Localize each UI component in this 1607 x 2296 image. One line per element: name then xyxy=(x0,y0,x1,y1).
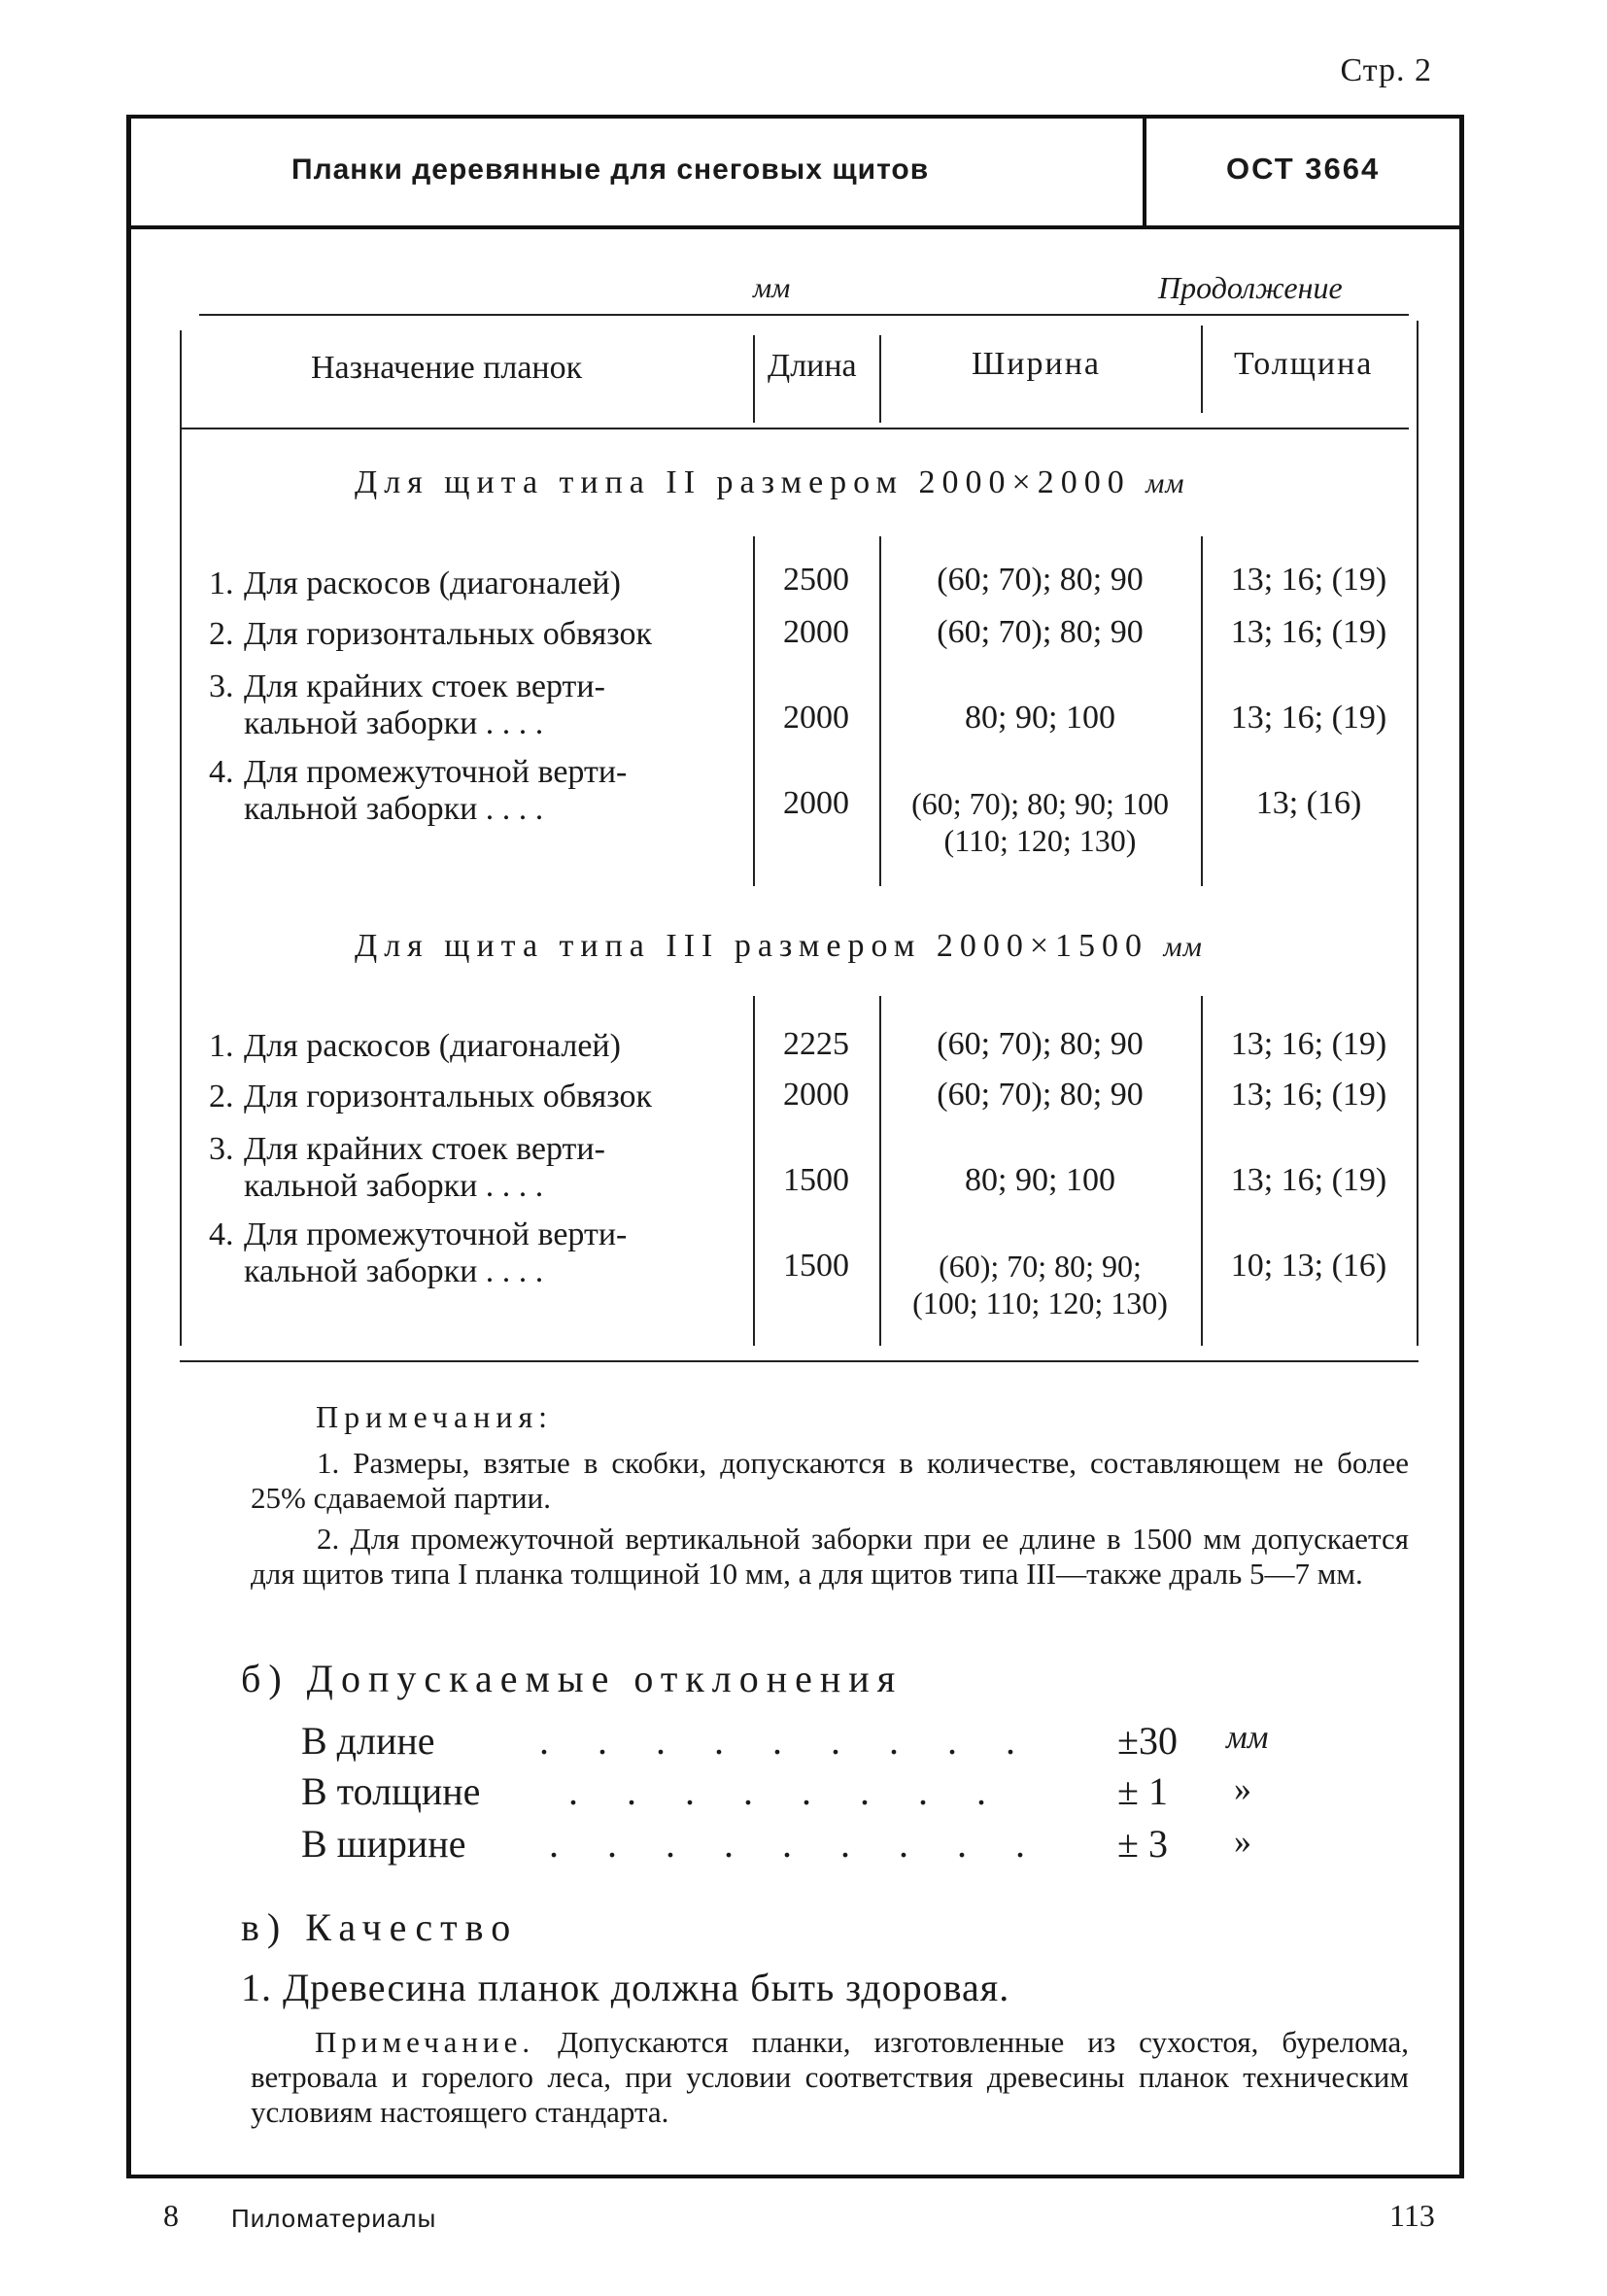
frame-right-rule xyxy=(1459,115,1464,2176)
cell-width: (60; 70); 80; 90 xyxy=(937,1026,1144,1062)
cell-length: 2000 xyxy=(783,785,849,821)
row-number: 3. xyxy=(209,668,234,704)
cell-width: (60; 70); 80; 90 xyxy=(937,1077,1144,1113)
table-row xyxy=(209,565,734,602)
table-left-rule xyxy=(180,330,182,1346)
deviation-unit: » xyxy=(1234,1822,1251,1861)
cell-width: 80; 90; 100 xyxy=(965,700,1115,736)
cell-thickness: 13; 16; (19) xyxy=(1230,1026,1387,1062)
row-purpose: Для раскосов (диагоналей) xyxy=(244,1028,621,1064)
cell-thickness: 13; 16; (19) xyxy=(1230,1077,1387,1113)
deviation-label: В толщине xyxy=(301,1769,481,1813)
column-header-thickness: Толщина xyxy=(1234,346,1374,382)
row-purpose: Для крайних стоек верти- xyxy=(244,1131,605,1167)
frame-bottom-rule xyxy=(126,2175,1464,2178)
column-header-length: Длина xyxy=(768,348,857,384)
cell-thickness: 13; 16; (19) xyxy=(1230,1162,1387,1198)
row-purpose: Для горизонтальных обвязок xyxy=(244,616,652,652)
row-purpose: Для промежуточной верти- xyxy=(244,1217,628,1252)
row-number: 4. xyxy=(209,1217,234,1252)
row-purpose-cont: кальной заборки . . . . xyxy=(244,1253,544,1289)
row-number: 1. xyxy=(209,565,234,601)
deviations-heading: б) Допускаемые отклонения xyxy=(241,1657,904,1700)
section-title-unit: мм xyxy=(1163,931,1203,963)
frame-top-rule xyxy=(126,115,1464,119)
section-title-text: Для щита типа II размером 2000×2000 xyxy=(355,464,1131,500)
note-item: 1. Размеры, взятые в скобки, допускаются в количестве, составляющем не более 25% сдаваемой партии. xyxy=(251,1446,1409,1515)
table-bottom-rule xyxy=(180,1360,1419,1362)
cell-thickness: 10; 13; (16) xyxy=(1230,1248,1387,1284)
header-divider xyxy=(1143,119,1146,225)
table-top-rule xyxy=(199,314,1409,316)
leader-dots: . . . . . . . . . xyxy=(539,1719,1035,1763)
quality-note xyxy=(251,2025,1409,2130)
standard-code: ОСТ 3664 xyxy=(1226,152,1381,186)
section-title-text: Для щита типа III размером 2000×1500 xyxy=(355,928,1149,964)
table-continuation: Продолжение xyxy=(1158,270,1343,305)
section-title xyxy=(355,464,1185,501)
col-divider-3 xyxy=(1201,326,1203,413)
deviation-value: ±30 xyxy=(1117,1719,1178,1763)
footer-section-number: 8 xyxy=(163,2198,179,2233)
cell-width-line2: (100; 110; 120; 130) xyxy=(912,1285,1168,1320)
table-row xyxy=(209,754,734,828)
footer-page-number: 113 xyxy=(1389,2198,1435,2233)
row-purpose-cont: кальной заборки . . . . xyxy=(244,791,544,827)
cell-width: 80; 90; 100 xyxy=(965,1162,1115,1198)
cell-width xyxy=(879,785,1201,859)
table-row xyxy=(209,616,734,653)
quality-item: 1. Древесина планок должна быть здоровая. xyxy=(241,1966,1010,2009)
row-number: 4. xyxy=(209,754,234,790)
row-number: 2. xyxy=(209,616,234,652)
document-title: Планки деревянные для снеговых щитов xyxy=(291,154,930,186)
row-purpose: Для раскосов (диагоналей) xyxy=(244,565,621,601)
table-row xyxy=(209,1217,734,1290)
column-header-width: Ширина xyxy=(972,346,1101,382)
cell-thickness: 13; 16; (19) xyxy=(1230,700,1387,736)
note-item: 2. Для промежуточной вертикальной заборки при ее длине в 1500 мм допускается для щитов типа I планка толщиной 10 мм, а для щитов типа III—также драль 5—7 мм. xyxy=(251,1522,1409,1591)
deviation-unit: » xyxy=(1234,1769,1251,1808)
row-number: 1. xyxy=(209,1028,234,1064)
deviation-value: ± 3 xyxy=(1117,1822,1168,1866)
section-title xyxy=(355,928,1203,965)
cell-length: 2000 xyxy=(783,700,849,736)
leader-dots: . . . . . . . . . xyxy=(549,1822,1044,1866)
footer-section-title: Пиломатериалы xyxy=(231,2204,437,2233)
table-units: мм xyxy=(753,272,791,304)
table-right-rule xyxy=(1417,321,1419,1346)
deviation-unit: мм xyxy=(1226,1720,1269,1756)
table-row xyxy=(209,668,734,742)
cell-width: (60; 70); 80; 90 xyxy=(937,614,1144,650)
row-number: 2. xyxy=(209,1079,234,1114)
cell-width-line1: (60; 70); 80; 90; 100 xyxy=(911,786,1169,821)
quality-note-label: Примечание. xyxy=(315,2025,535,2059)
row-purpose: Для крайних стоек верти- xyxy=(244,668,605,704)
deviation-value: ± 1 xyxy=(1117,1769,1168,1813)
table-row xyxy=(209,1028,734,1065)
table-row xyxy=(209,1079,734,1115)
row-purpose-cont: кальной заборки . . . . xyxy=(244,705,544,741)
cell-thickness: 13; (16) xyxy=(1255,785,1362,821)
row-number: 3. xyxy=(209,1131,234,1167)
row-purpose: Для горизонтальных обвязок xyxy=(244,1079,652,1114)
cell-length: 2000 xyxy=(783,1077,849,1113)
cell-width-line1: (60); 70; 80; 90; xyxy=(939,1249,1142,1284)
frame-left-rule xyxy=(126,117,131,2176)
col-divider-2 xyxy=(879,335,881,423)
col-divider-1 xyxy=(753,335,755,423)
cell-width-line2: (110; 120; 130) xyxy=(943,823,1137,858)
section-title-unit: мм xyxy=(1145,467,1185,499)
cell-length: 2000 xyxy=(783,614,849,650)
table-header-rule xyxy=(180,428,1409,429)
cell-length: 2500 xyxy=(783,562,849,598)
header-rule xyxy=(131,225,1459,229)
quality-note-text: Допускаются планки, изготовленные из сухостоя, бурелома, ветровала и горелого леса, при условии соответствия древесины планок техническим условиям настоящего стандарта. xyxy=(251,2025,1410,2129)
column-header-purpose: Назначение планок xyxy=(311,350,583,386)
cell-length: 1500 xyxy=(783,1162,849,1198)
cell-width: (60; 70); 80; 90 xyxy=(937,562,1144,598)
notes-title: Примечания: xyxy=(316,1399,554,1434)
page-label: Стр. 2 xyxy=(1340,52,1432,88)
deviation-label: В ширине xyxy=(301,1822,466,1866)
cell-thickness: 13; 16; (19) xyxy=(1230,614,1387,650)
cell-thickness: 13; 16; (19) xyxy=(1230,562,1387,598)
row-purpose-cont: кальной заборки . . . . xyxy=(244,1168,544,1204)
quality-heading: в) Качество xyxy=(241,1905,519,1949)
row-purpose: Для промежуточной верти- xyxy=(244,754,628,790)
leader-dots: . . . . . . . . xyxy=(568,1769,1006,1813)
deviation-label: В длине xyxy=(301,1719,435,1763)
table-row xyxy=(209,1131,734,1205)
cell-width xyxy=(879,1248,1201,1321)
cell-length: 2225 xyxy=(783,1026,849,1062)
cell-length: 1500 xyxy=(783,1248,849,1284)
